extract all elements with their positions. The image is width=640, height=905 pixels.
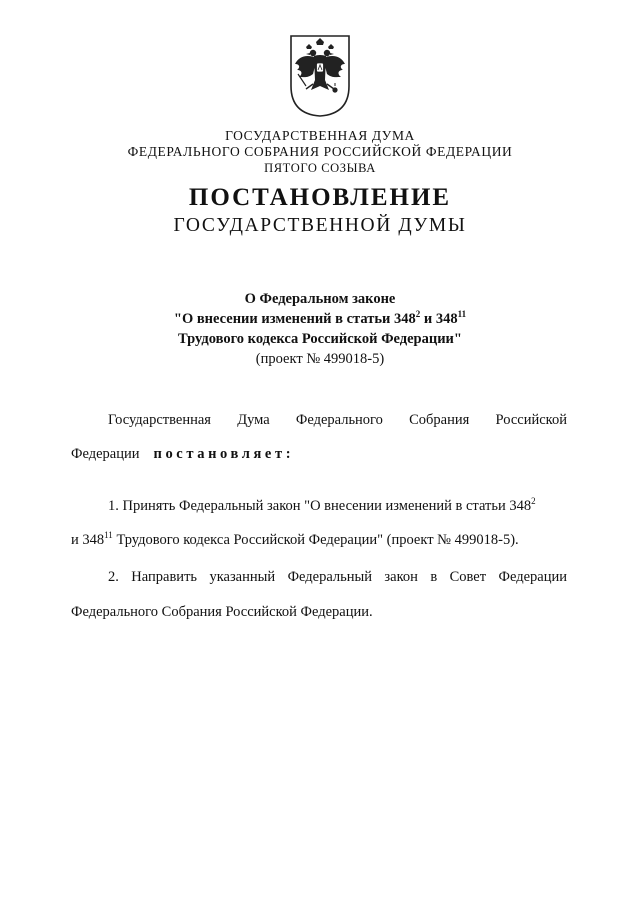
- header-line-1: ГОСУДАРСТВЕННАЯ ДУМА: [225, 128, 415, 143]
- preamble-word: Государственная: [108, 412, 211, 428]
- document-name: [0, 289, 640, 369]
- preamble-word: Федерального: [295, 412, 383, 428]
- item-2-line-1: [71, 569, 567, 586]
- item-1-line-1: [71, 498, 567, 515]
- document-subtitle: ГОСУДАРСТВЕННОЙ ДУМЫ: [173, 215, 467, 236]
- item-2-word: 2.: [108, 569, 119, 585]
- document-title: ПОСТАНОВЛЕНИЕ: [188, 184, 452, 211]
- item-2-word: Совет: [449, 569, 487, 585]
- header-line-2: ФЕДЕРАЛЬНОГО СОБРАНИЯ РОССИЙСКОЙ ФЕДЕРАЦИИ: [127, 144, 513, 159]
- preamble-word: Федерации: [71, 446, 140, 462]
- item-2-word: закон: [384, 569, 418, 585]
- item-1-line-2: [71, 532, 567, 549]
- item-1-text: 1. Принять Федеральный закон "О внесении изменений в статьи 348: [108, 498, 532, 514]
- item-2-word: указанный: [209, 569, 276, 585]
- preamble-word: Дума: [237, 412, 270, 428]
- item-2-word: Федерации: [498, 569, 567, 585]
- article-superscript-2: 11: [457, 309, 467, 320]
- preamble-line-1: [71, 412, 567, 429]
- resolves-keyword: постановляет:: [153, 446, 295, 462]
- document-name-line-2: [0, 309, 640, 329]
- document-name-line-1: О Федеральном законе: [244, 291, 396, 307]
- item-1-superscript-2: 11: [104, 530, 113, 541]
- preamble-word: Российской: [495, 412, 567, 428]
- document-name-line-3: Трудового кодекса Российской Федерации": [178, 331, 462, 347]
- item-2-word: Направить: [131, 569, 198, 585]
- item-2-line-2: Федерального Собрания Российской Федерации.: [71, 604, 373, 620]
- item-2-word: в: [430, 569, 438, 585]
- item-1-text-end: Трудового кодекса Российской Федерации" (проект № 499018-5).: [112, 532, 519, 548]
- preamble-word: Собрания: [409, 412, 470, 428]
- article-superscript-1: 2: [415, 309, 421, 320]
- project-number: (проект № 499018-5): [255, 351, 385, 367]
- russian-coat-of-arms-icon: [289, 34, 351, 118]
- preamble-line-2: [71, 446, 567, 463]
- document-name-line-2-start: "О внесении изменений в статьи 348: [173, 311, 416, 327]
- item-1-superscript: 2: [531, 496, 536, 507]
- item-1-text-start: и 348: [71, 532, 105, 548]
- item-2-word: Федеральный: [287, 569, 372, 585]
- header-line-3: ПЯТОГО СОЗЫВА: [264, 161, 376, 175]
- document-name-line-2-mid: и 348: [420, 311, 458, 327]
